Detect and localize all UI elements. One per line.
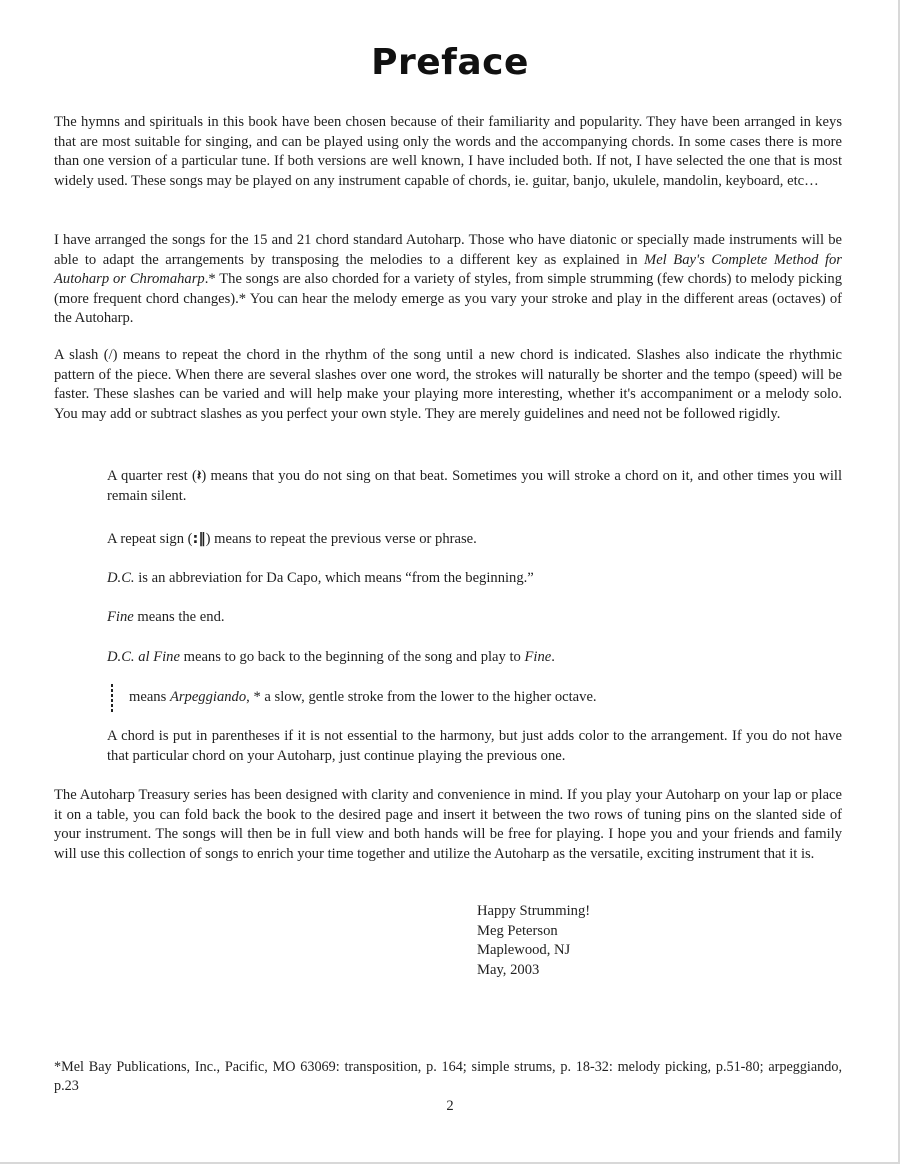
- repeat-sign-icon: :‖: [192, 530, 206, 547]
- quarter-rest-icon: 𝄽: [196, 467, 202, 484]
- quarter-rest-explanation: A quarter rest (𝄽) means that you do not sing on that beat. Sometimes you will stroke a chord on it, and other times you will remain silent.: [107, 467, 842, 504]
- slash-explanation-paragraph: A slash (/) means to repeat the chord in the rhythm of the song until a new chord is indicated. Slashes also indicate the rhythmic pattern of the piece. When there are several slashes over one word, the strokes will naturally be shorter and the tempo (speed) will be faster. These slashes can be varied and will help make your playing more interesting, whether it's accompaniment or a melody solo. You may add or subtract slashes as you perfect your own style. They are merely guidelines and need not be followed rigidly.: [54, 347, 842, 422]
- arrangement-text-end: .* The songs are also chorded for a variety of styles, from simple strumming (few chords) to melody picking (more frequent chord changes).* You can hear the melody emerge as you vary your stroke and play in the different areas (octaves) of the Autoharp.: [54, 271, 843, 327]
- fine-term: Fine: [107, 609, 134, 625]
- signature-city: Maplewood, NJ: [477, 942, 571, 959]
- chord-parentheses-explanation: A chord is put in parentheses if it is not essential to the harmony, but just adds color to the arrangement. If you do not have that particular chord on your Autoharp, just continue playing the previous one.: [107, 728, 842, 764]
- signature-date: May, 2003: [477, 961, 540, 978]
- page-title: Preface: [371, 42, 529, 83]
- arpeggiando-explanation: means Arpeggiando, * a slow, gentle stroke from the lower to the higher octave.: [107, 688, 842, 714]
- repeat-sign-explanation: A repeat sign (:‖) means to repeat the previous verse or phrase.: [107, 530, 477, 547]
- intro-paragraph: The hymns and spirituals in this book have been chosen because of their familiarity and popularity. They have been arranged in keys that are most suitable for singing, and can be played using only the words and the accompanying chords. In some cases there is more than one version of a particular tune. If both versions are well known, I have included both. If not, I have selected the one that is most widely used. These songs may be played on any instrument capable of chords, ie. guitar, banjo, ukulele, mandolin, keyboard, etc…: [54, 114, 842, 189]
- footnote: *Mel Bay Publications, Inc., Pacific, MO 63069: transposition, p. 164; simple strums, p. 18-32: melody picking, p.51-80; arpeggiando, p.23: [54, 1059, 842, 1094]
- signature-name: Meg Peterson: [477, 922, 558, 939]
- dc-al-fine-explanation: D.C. al Fine means to go back to the beginning of the song and play to Fine.: [107, 649, 555, 665]
- arrangement-paragraph: [54, 231, 842, 329]
- arrangement-text-start: I have arranged the songs for the 15 and 21 chord standard Autoharp. Those who have diatonic or specially made instruments will be able to adapt the arrangements by transposing the melodies to a different key as explained in: [54, 232, 842, 268]
- signature-closing: Happy Strumming!: [477, 903, 591, 919]
- signature-block: [477, 902, 590, 980]
- series-paragraph: The Autoharp Treasury series has been designed with clarity and convenience in mind. If you play your Autoharp on your lap or place it on a table, you can fold back the book to the desired page and insert it between the two rows of tuning pins on the slanted side of your instrument. The songs will then be in full view and both hands will be free for playing. I hope you and your friends and family will use this collection of songs to enrich your time together and utilize the Autoharp as the versatile, exciting instrument that it is.: [54, 787, 842, 862]
- arpeggiando-icon: [107, 684, 119, 714]
- dc-explanation: D.C. is an abbreviation for Da Capo, which means “from the beginning.”: [107, 570, 534, 586]
- book-title-reference: Mel Bay's Complete Method for Autoharp or Chromaharp: [54, 251, 842, 288]
- page-number: 2: [446, 1098, 454, 1114]
- dc-al-fine-term: D.C. al Fine: [107, 649, 180, 665]
- arpeggiando-term: Arpeggiando: [169, 689, 247, 705]
- fine-explanation: Fine means the end.: [107, 609, 225, 625]
- dc-term: D.C.: [107, 570, 135, 586]
